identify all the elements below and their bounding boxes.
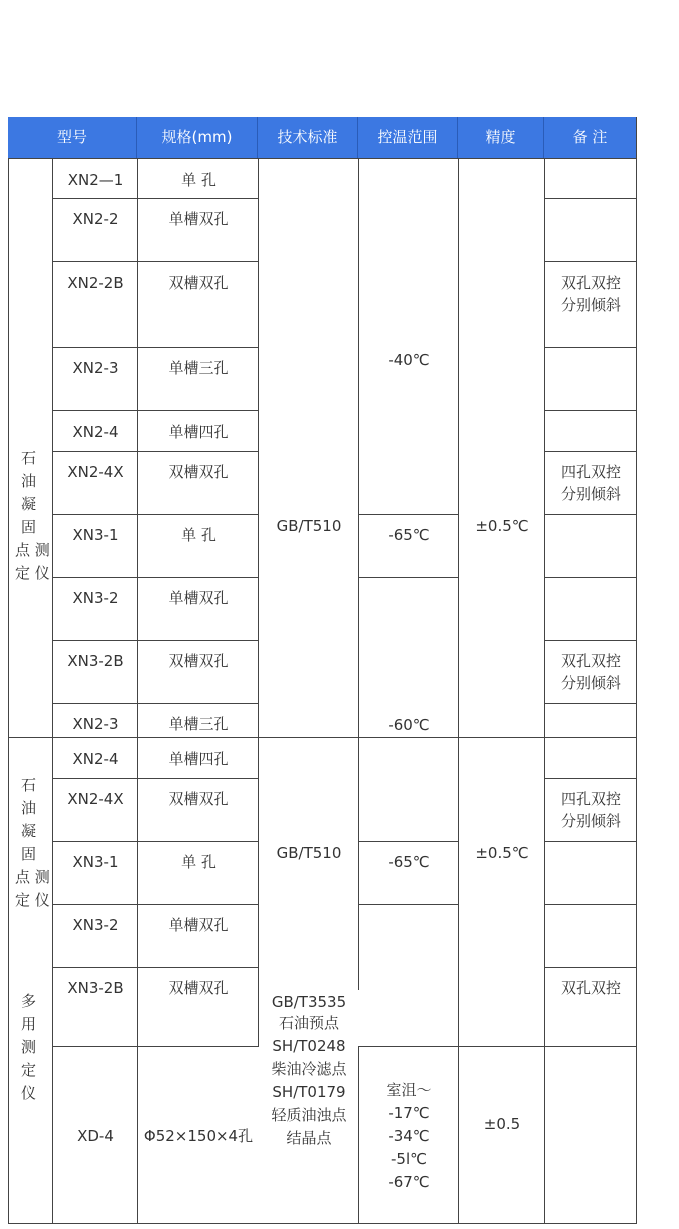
table-row-spec: [137, 261, 259, 348]
standard-cell: [258, 990, 359, 1224]
category-line: 凝: [21, 495, 37, 513]
table-row-spec: [137, 451, 259, 515]
standard-text: 柴油冷滤点: [271, 1060, 347, 1078]
standard-text: GB/T510: [276, 517, 342, 535]
remark-cell: [544, 737, 637, 779]
temp-cell: [358, 904, 459, 1047]
table-row-model: [52, 904, 138, 968]
temp-text: -34℃: [388, 1127, 430, 1145]
precision-cell: [458, 737, 545, 1047]
remark-cell: [544, 640, 637, 704]
model-text: XN3-2B: [67, 979, 124, 997]
remark-text: 四孔双控 分别倾斜: [560, 463, 621, 503]
remark-cell: [544, 703, 637, 738]
table-row-spec: [137, 967, 259, 1047]
remark-cell: [544, 410, 637, 452]
table-row-spec: [137, 841, 259, 905]
remark-cell: [544, 198, 637, 262]
temp-text: -17℃: [388, 1104, 430, 1122]
remark-cell: [544, 451, 637, 515]
table-row-model: [52, 841, 138, 905]
table-row-model: [52, 514, 138, 578]
table-row-spec: [137, 347, 259, 411]
category-cell: [8, 158, 52, 738]
precision-cell: [458, 158, 545, 738]
remark-cell: [544, 514, 637, 578]
header-temp-range: 控温范围: [358, 117, 458, 158]
spec-text: Φ52×150×4孔: [143, 1127, 254, 1145]
header-standard: 技术标准: [258, 117, 358, 158]
header-spec: 规格(mm): [137, 117, 258, 158]
category-line: 固: [21, 845, 37, 863]
remark-cell: [544, 261, 637, 348]
category-line: 固: [21, 518, 37, 536]
model-text: XD-4: [77, 1127, 114, 1145]
category-line: 油: [21, 799, 37, 817]
model-text: XN2-3: [72, 715, 119, 733]
category-line: 石: [21, 449, 37, 467]
remark-cell: [544, 1046, 637, 1224]
spec-text: 单槽双孔: [168, 916, 229, 934]
temp-cell: [358, 158, 459, 515]
remark-cell: [544, 904, 637, 968]
table-row-spec: [137, 1046, 259, 1224]
temp-cell: [358, 841, 459, 905]
standard-text: SH/T0179: [272, 1083, 346, 1101]
table-row-spec: [137, 158, 259, 199]
spec-text: 单 孔: [181, 853, 216, 871]
table-row-spec: [137, 198, 259, 262]
temp-text: -67℃: [388, 1173, 430, 1191]
spec-text: 双槽双孔: [168, 979, 229, 997]
table-row-model: [52, 967, 138, 1047]
category-line: 点 测: [15, 868, 50, 886]
spec-text: 单槽双孔: [168, 589, 229, 607]
remark-text: 四孔双控 分别倾斜: [560, 790, 621, 830]
temp-text: 室沮～: [386, 1081, 432, 1099]
remark-cell: [544, 158, 637, 199]
model-text: XN2-2: [72, 210, 119, 228]
model-text: XN3-1: [72, 853, 119, 871]
remark-cell: [544, 577, 637, 641]
table-row-model: [52, 410, 138, 452]
remark-text: 双孔双控 分别倾斜: [560, 274, 621, 314]
spec-text: 单槽三孔: [168, 715, 229, 733]
temp-cell: [358, 577, 459, 738]
table-border-bottom: [8, 1223, 637, 1224]
remark-cell: [544, 967, 637, 1047]
table-row-model: [52, 640, 138, 704]
remark-text: 双孔双控 分别倾斜: [560, 652, 621, 692]
table-row-spec: [137, 778, 259, 842]
table-row-model: [52, 778, 138, 842]
temp-text: -60℃: [388, 716, 430, 734]
table-row-model: [52, 1046, 138, 1224]
spec-text: 双槽双孔: [168, 274, 229, 292]
spec-text: 单槽四孔: [168, 423, 229, 441]
header-model: 型号: [8, 117, 137, 158]
temp-text: -65℃: [388, 853, 430, 871]
table-row-spec: [137, 703, 259, 738]
model-text: XN3-1: [72, 526, 119, 544]
spec-text: 单槽四孔: [168, 750, 229, 768]
remark-cell: [544, 778, 637, 842]
standard-text: 轻质油浊点: [271, 1106, 347, 1124]
category-line: 点 测: [15, 541, 50, 559]
category-line: 用: [21, 1015, 37, 1033]
table-row-model: [52, 703, 138, 738]
spec-text: 单 孔: [181, 171, 216, 189]
model-text: XN2-3: [72, 359, 119, 377]
category-line: 仪: [21, 1084, 37, 1102]
precision-text: ±0.5: [483, 1115, 521, 1133]
spec-text: 单槽三孔: [168, 359, 229, 377]
table-row-model: [52, 198, 138, 262]
spec-text: 双槽双孔: [168, 652, 229, 670]
table-row-model: [52, 577, 138, 641]
model-text: XN3-2: [72, 589, 119, 607]
model-text: XN2-4X: [67, 463, 124, 481]
table-row-model: [52, 737, 138, 779]
model-text: XN2—1: [67, 171, 124, 189]
spec-text: 双槽双孔: [168, 463, 229, 481]
temp-cell: [358, 1046, 459, 1224]
model-text: XN3-2B: [67, 652, 124, 670]
standard-cell: [258, 158, 359, 738]
category-line: 定 仪: [15, 564, 50, 582]
remark-text: 双孔双控: [560, 979, 621, 997]
precision-cell: [458, 1046, 545, 1224]
table-row-spec: [137, 514, 259, 578]
spec-text: 单 孔: [181, 526, 216, 544]
table-row-model: [52, 158, 138, 199]
model-text: XN3-2: [72, 916, 119, 934]
category-line: 油: [21, 472, 37, 490]
temp-text: -40℃: [388, 351, 430, 369]
temp-cell: [358, 737, 459, 842]
category-line: 凝: [21, 822, 37, 840]
precision-text: ±0.5℃: [475, 517, 529, 535]
spec-text: 单槽双孔: [168, 210, 229, 228]
header-remark: 备 注: [544, 117, 637, 158]
standard-text: 结晶点: [286, 1129, 332, 1147]
standard-cell: [258, 737, 359, 999]
category-line: 石: [21, 776, 37, 794]
remark-cell: [544, 841, 637, 905]
category-line: 测: [21, 1038, 37, 1056]
model-text: XN2-4X: [67, 790, 124, 808]
standard-text: SH/T0248: [272, 1037, 346, 1055]
temp-cell: [358, 514, 459, 578]
table-row-spec: [137, 410, 259, 452]
table-row-spec: [137, 737, 259, 779]
standard-text: 石油预点: [278, 1014, 339, 1032]
temp-text: -65℃: [388, 526, 430, 544]
table-row-spec: [137, 640, 259, 704]
table-row-spec: [137, 577, 259, 641]
temp-text: -5l℃: [391, 1150, 427, 1168]
table-row-model: [52, 347, 138, 411]
category-line: 定: [21, 1061, 37, 1079]
table-border-right: [636, 117, 637, 1224]
remark-cell: [544, 347, 637, 411]
header-precision: 精度: [458, 117, 544, 158]
model-text: XN2-4: [72, 750, 119, 768]
table-row-spec: [137, 904, 259, 968]
model-text: XN2-4: [72, 423, 119, 441]
spec-text: 双槽双孔: [168, 790, 229, 808]
table-row-model: [52, 261, 138, 348]
category-cell: [8, 990, 52, 1224]
category-partial: 多: [21, 992, 37, 1010]
model-text: XN2-2B: [67, 274, 124, 292]
standard-partial: GB/T3535: [271, 993, 347, 1011]
table-row-model: [52, 451, 138, 515]
category-line: 定 仪: [15, 891, 50, 909]
standard-text: GB/T510: [276, 844, 342, 862]
precision-text: ±0.5℃: [475, 844, 529, 862]
